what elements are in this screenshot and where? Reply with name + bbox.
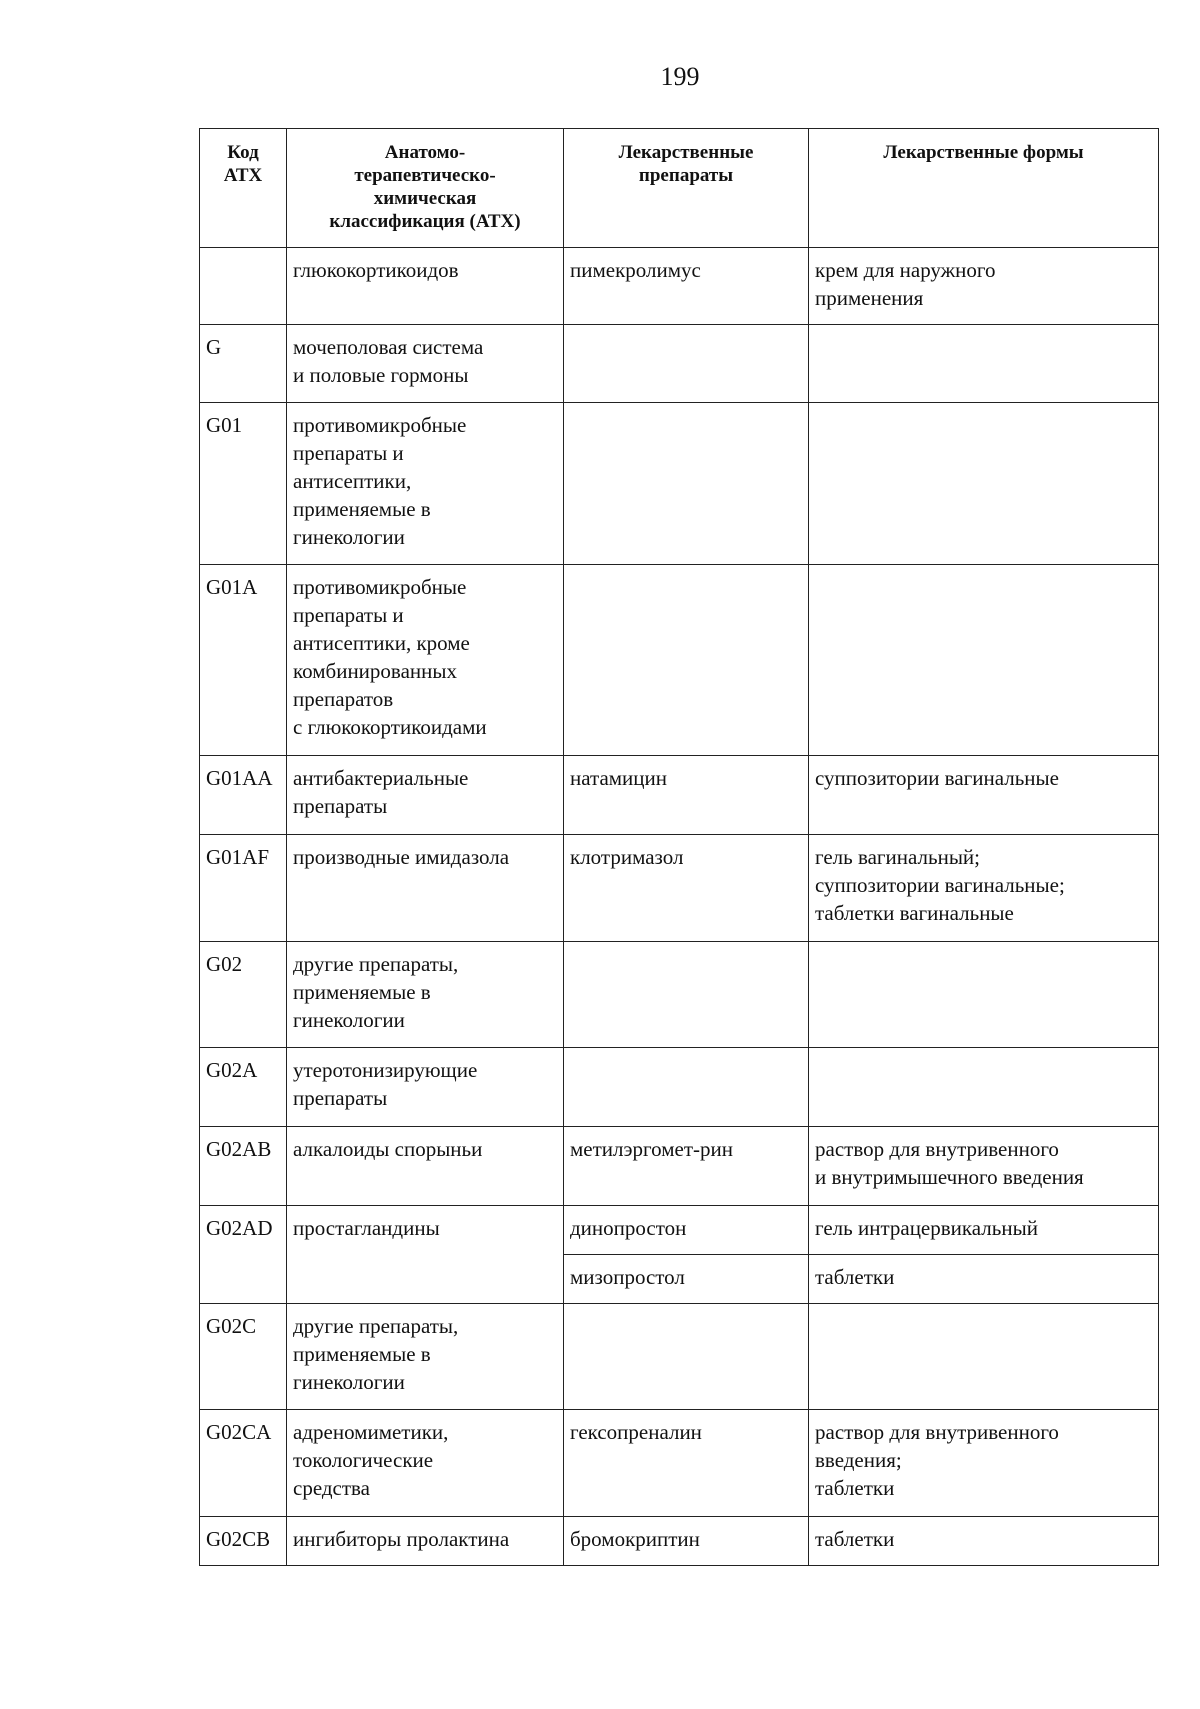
cell-code: G02CB [200,1517,287,1566]
cell-class: адреномиметики, токологические средства [287,1410,564,1517]
header-forms: Лекарственные формы [809,129,1159,248]
cell-code: G01 [200,403,287,565]
cell-form: раствор для внутривенного введения; таблетки [809,1410,1159,1517]
cell-class: простагландины [287,1206,564,1304]
cell-form [809,942,1159,1048]
cell-form: гель интрацервикальный [809,1206,1159,1255]
cell-drug: бромокриптин [564,1517,809,1566]
table-row [200,1048,1159,1127]
cell-form: раствор для внутривенного и внутримышечного введения [809,1127,1159,1206]
cell-class: другие препараты, применяемые в гинекологии [287,942,564,1048]
cell-class: производные имидазола [287,835,564,942]
cell-form: гель вагинальный; суппозитории вагинальные; таблетки вагинальные [809,835,1159,942]
cell-class: мочеполовая система и половые гормоны [287,325,564,403]
cell-form: таблетки [809,1255,1159,1304]
table-row [200,1517,1159,1566]
header-drugs: Лекарственные препараты [564,129,809,248]
cell-drug: метилэргомет-рин [564,1127,809,1206]
table-row [200,248,1159,325]
cell-code: G02A [200,1048,287,1127]
cell-drug [564,1304,809,1410]
cell-code: G [200,325,287,403]
cell-drug: динопростон [564,1206,809,1255]
header-classification: Анатомо- терапевтическо- химическая классификация (АТХ) [287,129,564,248]
table-header-row [200,129,1159,248]
cell-code [200,248,287,325]
table-row [200,835,1159,942]
cell-form [809,1048,1159,1127]
header-code: Код АТХ [200,129,287,248]
cell-form: суппозитории вагинальные [809,756,1159,835]
cell-class: ингибиторы пролактина [287,1517,564,1566]
cell-drug: гексопреналин [564,1410,809,1517]
table-row [200,1206,1159,1255]
atx-table [199,128,1159,1566]
table-row [200,565,1159,756]
cell-class: антибактериальные препараты [287,756,564,835]
table-row [200,942,1159,1048]
table-row [200,403,1159,565]
cell-drug [564,403,809,565]
cell-drug [564,565,809,756]
cell-code: G02CA [200,1410,287,1517]
cell-class: противомикробные препараты и антисептики, применяемые в гинекологии [287,403,564,565]
cell-drug: натамицин [564,756,809,835]
cell-drug: пимекролимус [564,248,809,325]
cell-class: противомикробные препараты и антисептики, кроме комбинированных препаратов с глюкокортикоидами [287,565,564,756]
page-number: 199 [660,62,700,91]
cell-form [809,403,1159,565]
cell-drug: мизопростол [564,1255,809,1304]
cell-class: алкалоиды спорыньи [287,1127,564,1206]
cell-class: утеротонизирующие препараты [287,1048,564,1127]
table-row [200,325,1159,403]
cell-code: G02 [200,942,287,1048]
cell-code: G02AD [200,1206,287,1304]
cell-drug [564,325,809,403]
table-row [200,1127,1159,1206]
cell-class: другие препараты, применяемые в гинекологии [287,1304,564,1410]
cell-form [809,1304,1159,1410]
cell-drug [564,942,809,1048]
cell-drug: клотримазол [564,835,809,942]
table-row [200,1410,1159,1517]
cell-code: G01A [200,565,287,756]
cell-code: G01AF [200,835,287,942]
table-row [200,1304,1159,1410]
cell-form: крем для наружного применения [809,248,1159,325]
cell-code: G02C [200,1304,287,1410]
cell-code: G02AB [200,1127,287,1206]
cell-form: таблетки [809,1517,1159,1566]
table-row [200,756,1159,835]
cell-code: G01AA [200,756,287,835]
cell-drug [564,1048,809,1127]
cell-form [809,565,1159,756]
cell-form [809,325,1159,403]
cell-class: глюкокортикоидов [287,248,564,325]
